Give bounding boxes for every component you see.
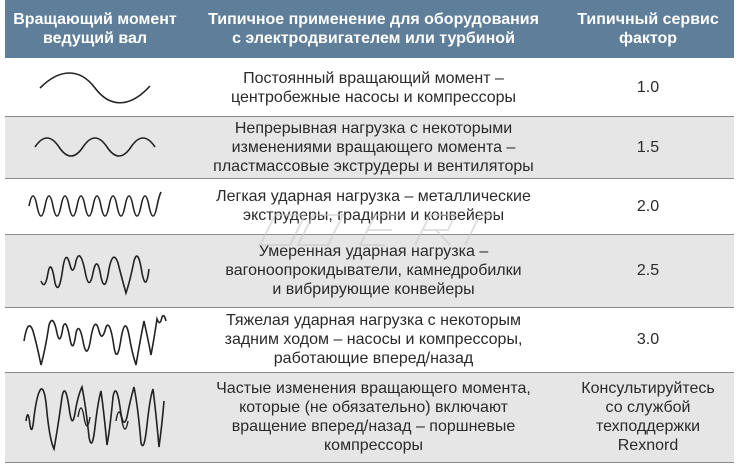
continuous-load-wave-icon [30, 127, 160, 167]
application-text: Непрерывная нагрузка с некоторыми изменениями вращающего момента – пластмассовые экструдеры и вентиляторы [185, 116, 562, 178]
table-row [5, 372, 734, 462]
light-shock-wave-icon [25, 184, 165, 228]
table-row [5, 59, 734, 116]
header-application: Типичное применение для оборудования с электродвигателем или турбиной [185, 0, 562, 59]
application-text: Частые изменения вращающего момента, которые (не обязательно) включают вращение вперед/назад – поршневые компрессоры [185, 372, 562, 462]
waveform-cell [5, 178, 185, 234]
waveform-cell [5, 372, 185, 462]
heavy-shock-wave-icon [20, 311, 170, 369]
service-factor-table [5, 0, 734, 463]
application-text: Тяжелая ударная нагрузка с некоторым задним ходом – насосы и компрессоры, работающие вперед/назад [185, 307, 562, 372]
header-torque: Вращающий момент ведущий вал [5, 0, 185, 59]
frequent-reversal-wave-icon [20, 377, 170, 457]
waveform-cell [5, 59, 185, 116]
application-text: Постоянный вращающий момент – центробежные насосы и компрессоры [185, 59, 562, 116]
service-factor-value: Консультируйтесь со службой техподдержки Rexnord [562, 372, 734, 462]
service-factor-value: 1.0 [562, 59, 734, 116]
moderate-shock-wave-icon [35, 243, 155, 299]
waveform-cell [5, 307, 185, 372]
waveform-cell [5, 234, 185, 307]
table-row [5, 234, 734, 307]
header-service-factor: Типичный сервис фактор [562, 0, 734, 59]
application-text: Умеренная ударная нагрузка – вагоноопрокидыватели, камнедробилки и вибрирующие конвейеры [185, 234, 562, 307]
service-factor-value: 2.0 [562, 178, 734, 234]
constant-torque-wave-icon [35, 68, 155, 108]
table-row [5, 116, 734, 178]
table-row [5, 178, 734, 234]
table-row [5, 307, 734, 372]
service-factor-value: 2.5 [562, 234, 734, 307]
service-factor-value: 1.5 [562, 116, 734, 178]
header-row [5, 0, 734, 59]
service-factor-value: 3.0 [562, 307, 734, 372]
waveform-cell [5, 116, 185, 178]
application-text: Легкая ударная нагрузка – металлические экструдеры, градирни и конвейеры [185, 178, 562, 234]
